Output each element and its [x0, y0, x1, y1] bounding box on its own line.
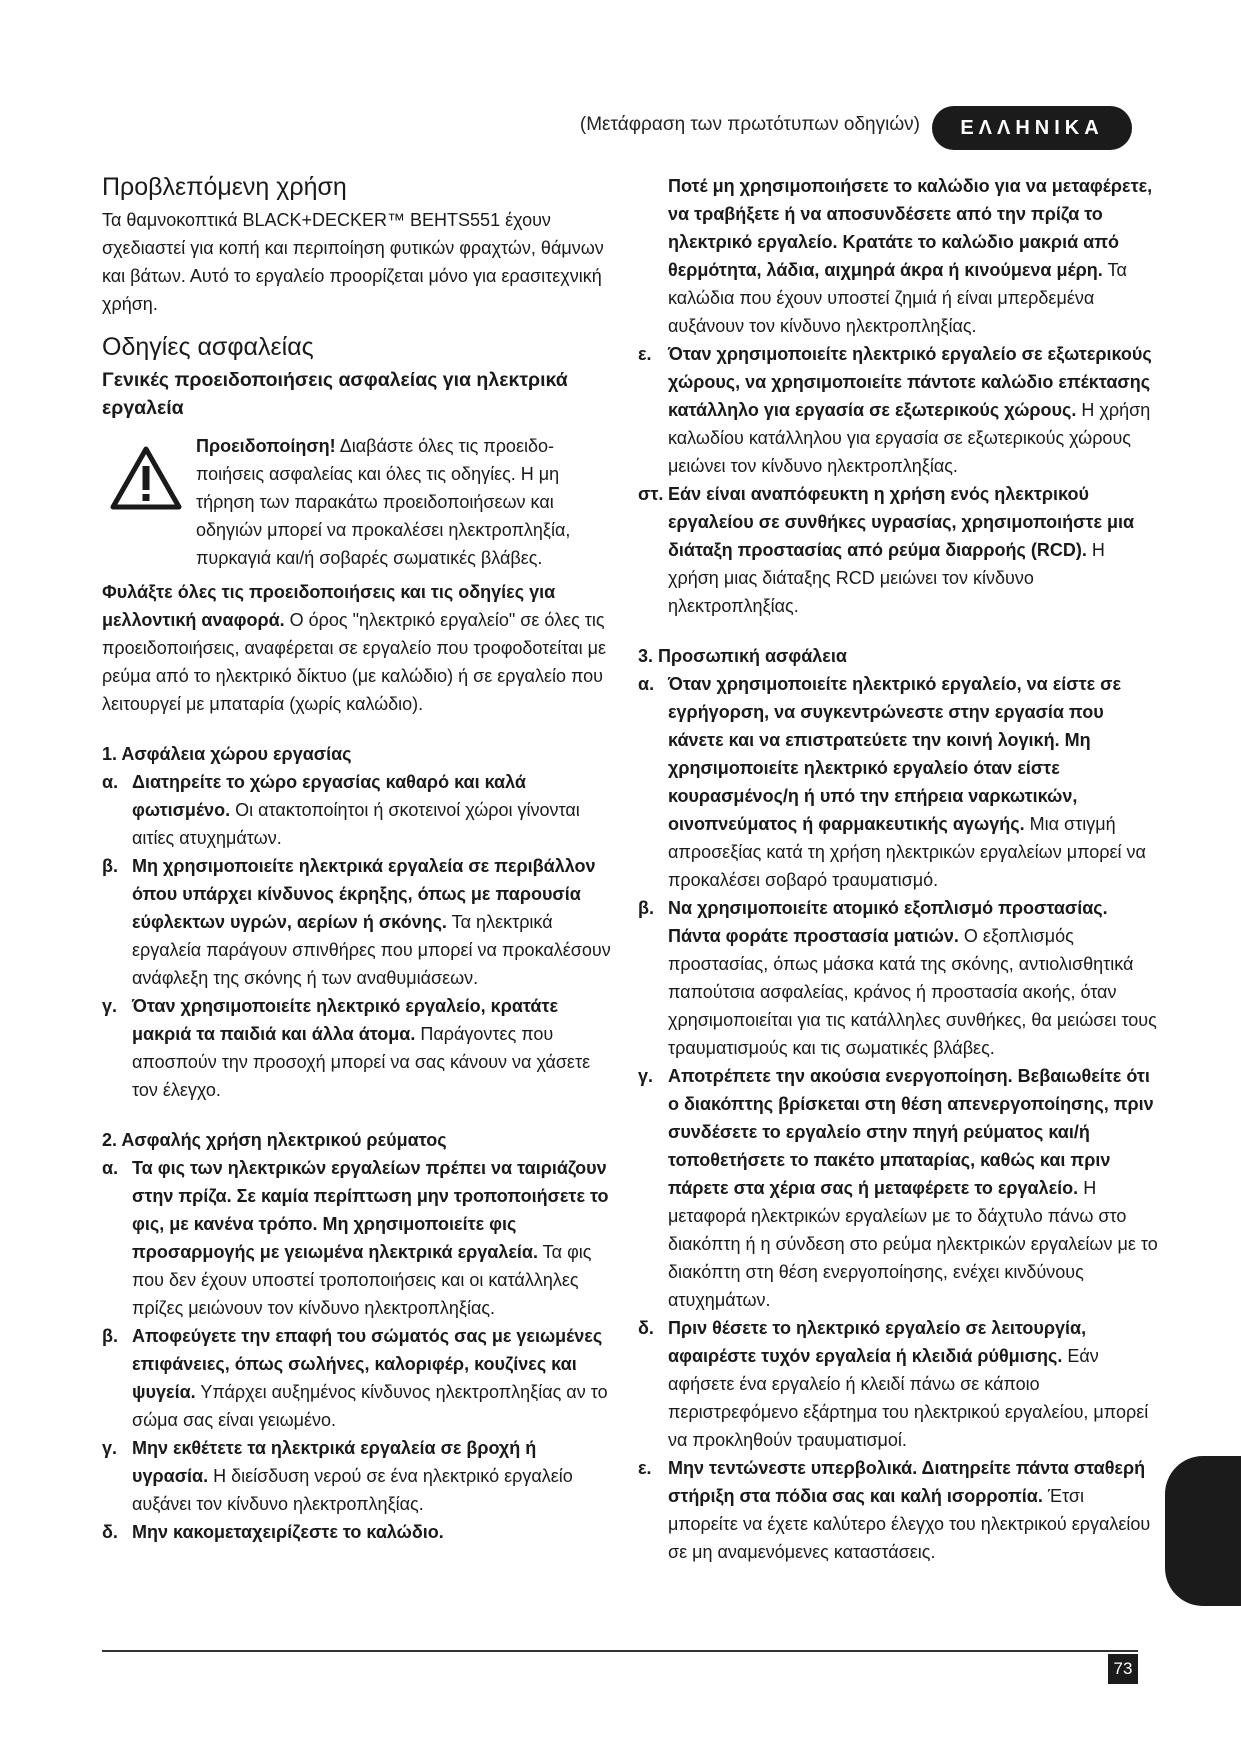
language-badge: ΕΛΛΗΝΙΚΑ	[932, 106, 1132, 150]
left-column	[102, 172, 612, 1546]
footer-rule	[102, 1650, 1138, 1652]
list-item: γ. Μην εκθέτετε τα ηλεκτρικά εργαλεία σε βροχή ή υγρασία. Η διείσδυση νερού σε ένα ηλεκτρικό εργαλείο αυξάνει τον κίνδυνο ηλεκτροπληξίας.	[102, 1438, 573, 1514]
warning-text: Διαβάστε όλες τις προειδο-ποιήσεις ασφαλείας και όλες τις οδηγίες. Η μη τήρηση των παρακάτω προειδοποιήσεων και οδηγιών μπορεί να προκαλέσει ηλεκτροπληξία, πυρκαγιά και/ή σοβαρές σωματικές βλάβες.	[196, 436, 571, 568]
list-item: α. Διατηρείτε το χώρο εργασίας καθαρό και καλά φωτισμένο. Οι ατακτοποίητοι ή σκοτεινοί χώροι γίνονται αιτίες ατυχημάτων.	[102, 772, 580, 848]
list-item: α. Τα φις των ηλεκτρικών εργαλείων πρέπει να ταιριάζουν στην πρίζα. Σε καμία περίπτωση μην τροποποιήσετε το φις, με κανένα τρόπο. Μη χρησιμοποιείτε φις προσαρμογής με γειωμένα ηλεκτρικά εργαλεία. Τα φις που δεν έχουν υποστεί τροποποιήσεις και οι κατάλληλες πρίζες μειώνουν τον κίνδυνο ηλεκτροπληξίας.	[102, 1158, 609, 1318]
list-item: β. Μη χρησιμοποιείτε ηλεκτρικά εργαλεία σε περιβάλλον όπου υπάρχει κίνδυνος έκρηξης, όπως με παρουσία εύφλεκτων υγρών, αερίων ή σκόνης. Τα ηλεκτρικά εργαλεία παράγουν σπινθήρες που μπορεί να προκαλέσουν ανάφλεξη της σκόνης ή των αναθυμιάσεων.	[102, 856, 611, 988]
list-item: γ. Όταν χρησιμοποιείτε ηλεκτρικό εργαλείο, κρατάτε μακριά τα παιδιά και άλλα άτομα. Παράγοντες που αποσπούν την προσοχή μπορεί να σας κάνουν να χάσετε τον έλεγχο.	[102, 996, 591, 1100]
intended-use-text: Τα θαμνοκοπτικά BLACK+DECKER™ BEHTS551 έχουν σχεδιαστεί για κοπή και περιποίηση φυτικών φραχτών, θάμνων και βάτων. Αυτό το εργαλείο προορίζεται μόνο για ερασιτεχνική χρήση.	[102, 210, 604, 314]
side-tab	[1165, 1456, 1241, 1606]
section-2-title: 2. Ασφαλής χρήση ηλεκτρικού ρεύματος	[102, 1130, 447, 1150]
list-item: ε. Όταν χρησιμοποιείτε ηλεκτρικό εργαλείο σε εξωτερικούς χώρους, να χρησιμοποιείτε πάντοτε καλώδιο επέκτασης κατάλληλο για εργασία σε εξωτερικούς χώρους. Η χρήση καλωδίου κατάλληλου για εργασία σε εξωτερικούς χώρους μειώνει τον κίνδυνο ηλεκτροπληξίας.	[638, 344, 1152, 476]
list-item: β. Αποφεύγετε την επαφή του σώματός σας με γειωμένες επιφάνειες, όπως σωλήνες, καλοριφέρ, κουζίνες και ψυγεία. Υπάρχει αυξημένος κίνδυνος ηλεκτροπληξίας αν το σώμα σας είναι γειωμένο.	[102, 1326, 608, 1430]
warning-label: Προειδοποίηση!	[196, 436, 336, 456]
warning-block	[102, 432, 612, 572]
list-item: στ. Εάν είναι αναπόφευκτη η χρήση ενός ηλεκτρικού εργαλείου σε συνθήκες υγρασίας, χρησιμοποιήστε μια διάταξη προστασίας από ρεύμα διαρροής (RCD). Η χρήση μιας διάταξης RCD μειώνει τον κίνδυνο ηλεκτροπληξίας.	[638, 484, 1135, 616]
section-1-title: 1. Ασφάλεια χώρου εργασίας	[102, 744, 352, 764]
warning-triangle-icon	[110, 446, 182, 510]
translation-note: (Μετάφραση των πρωτότυπων οδηγιών)	[579, 114, 920, 135]
heading-safety-instructions: Οδηγίες ασφαλείας	[102, 333, 314, 361]
heading-general-warnings: Γενικές προειδοποιήσεις ασφαλείας για ηλεκτρικά εργαλεία	[102, 369, 568, 419]
list-item: δ. Μην κακομεταχειρίζεστε το καλώδιο.	[102, 1522, 444, 1542]
list-item-continuation: Ποτέ μη χρησιμοποιήσετε το καλώδιο για να μεταφέρετε, να τραβήξετε ή να αποσυνδέσετε από την πρίζα το ηλεκτρικό εργαλείο. Κρατάτε το καλώδιο μακριά από θερμότητα, λάδια, αιχμηρά άκρα ή κινούμενα μέρη. Τα καλώδια που έχουν υποστεί ζημιά ή είναι μπερδεμένα αυξάνουν τον κίνδυνο ηλεκτροπληξίας.	[668, 176, 1153, 336]
list-item: δ. Πριν θέσετε το ηλεκτρικό εργαλείο σε λειτουργία, αφαιρέστε τυχόν εργαλεία ή κλειδιά ρύθμισης. Εάν αφήσετε ένα εργαλείο ή κλειδί πάνω σε κάποιο περιστρεφόμενο εξάρτημα του ηλεκτρικού εργαλείου, μπορεί να προκληθούν τραυματισμοί.	[638, 1318, 1149, 1450]
list-item: β. Να χρησιμοποιείτε ατομικό εξοπλισμό προστασίας. Πάντα φοράτε προστασία ματιών. Ο εξοπλισμός προστασίας, όπως μάσκα κατά της σκόνης, αντιολισθητικά παπούτσια ασφαλείας, κράνος ή προστασία ακοής, όταν χρησιμοποιείται για τις κατάλληλες συνθήκες, θα μειώσει τους τραυματισμούς και τις σωματικές βλάβες.	[638, 898, 1157, 1058]
section-3-title: 3. Προσωπική ασφάλεια	[638, 646, 847, 666]
list-item: ε. Μην τεντώνεστε υπερβολικά. Διατηρείτε πάντα σταθερή στήριξη στα πόδια σας και καλή ισορροπία. Έτσι μπορείτε να έχετε καλύτερο έλεγχο του ηλεκτρικού εργαλείου σε μη αναμενόμενες καταστάσεις.	[638, 1458, 1151, 1562]
page-number: 73	[1108, 1654, 1138, 1684]
keep-instructions: Φυλάξτε όλες τις προειδοποιήσεις και τις οδηγίες για μελλοντική αναφορά. Ο όρος "ηλεκτρικό εργαλείο" σε όλες τις προειδοποιήσεις, αναφέρεται σε εργαλείο που τροφοδοτείται με ρεύμα από το ηλεκτρικό δίκτυο (με καλώδιο) ή σε εργαλείο που λειτουργεί με μπαταρία (χωρίς καλώδιο).	[102, 582, 606, 714]
right-column	[638, 172, 1158, 1566]
heading-intended-use: Προβλεπόμενη χρήση	[102, 173, 347, 201]
list-item: γ. Αποτρέπετε την ακούσια ενεργοποίηση. Βεβαιωθείτε ότι ο διακόπτης βρίσκεται στη θέση απενεργοποίησης, πριν συνδέσετε το εργαλείο στην πηγή ρεύματος και/ή τοποθετήσετε το πακέτο μπαταρίας, καθώς και πριν πάρετε στα χέρια σας ή μεταφέρετε το εργαλείο. Η μεταφορά ηλεκτρικών εργαλείων με το δάχτυλο πάνω στο διακόπτη ή η σύνδεση στο ρεύμα ηλεκτρικών εργαλείων με το διακόπτη στη θέση ενεργοποίησης, ενέχει κινδύνους ατυχημάτων.	[638, 1066, 1158, 1310]
list-item: α. Όταν χρησιμοποιείτε ηλεκτρικό εργαλείο, να είστε σε εγρήγορση, να συγκεντρώνεστε στην εργασία που κάνετε και να επιστρατεύετε την κοινή λογική. Μη χρησιμοποιείτε ηλεκτρικό εργαλείο όταν είστε κουρασμένος/η ή υπό την επήρεια ναρκωτικών, οινοπνεύματος ή φαρμακευτικής αγωγής. Μια στιγμή απροσεξίας κατά τη χρήση ηλεκτρικών εργαλείων μπορεί να προκαλέσει σοβαρό τραυματισμό.	[638, 674, 1146, 890]
